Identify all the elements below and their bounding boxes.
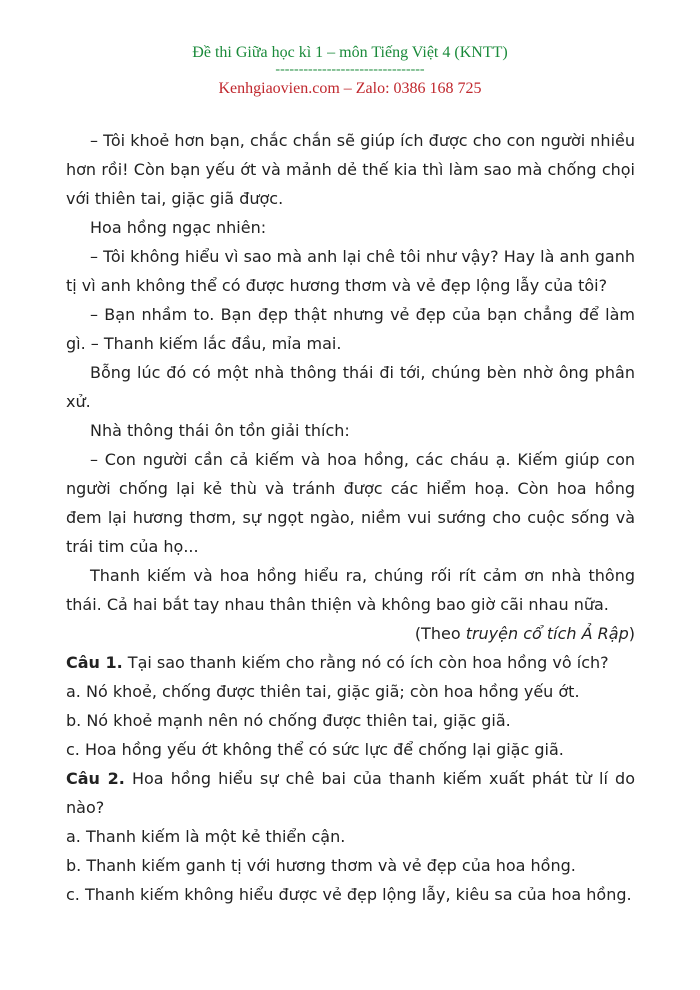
story-paragraph: – Tôi khoẻ hơn bạn, chắc chắn sẽ giúp ích được cho con người nhiều hơn rồi! Còn bạn yếu ớt và mảnh dẻ thế kia thì làm sao mà chống chọi với thiên tai, giặc giã được. bbox=[66, 131, 635, 208]
question-label: Câu 1. bbox=[66, 653, 123, 672]
header-contact: Kenhgiaovien.com – Zalo: 0386 168 725 bbox=[218, 80, 482, 97]
question-2 bbox=[66, 764, 635, 822]
question-label: Câu 2. bbox=[66, 769, 125, 788]
page-header-title: Đề thi Giữa học kì 1 – môn Tiếng Việt 4 (KNTT) bbox=[192, 44, 508, 61]
story-paragraph: Hoa hồng ngạc nhiên: bbox=[90, 218, 267, 237]
answer-option: b. Nó khoẻ mạnh nên nó chống được thiên tai, giặc giã. bbox=[66, 711, 511, 730]
answer-option: c. Thanh kiếm không hiểu được vẻ đẹp lộng lẫy, kiêu sa của hoa hồng. bbox=[66, 885, 632, 904]
question-text: Tại sao thanh kiếm cho rằng nó có ích còn hoa hồng vô ích? bbox=[122, 653, 609, 672]
source-title: truyện cổ tích Ả Rập bbox=[465, 624, 629, 643]
story-paragraph: Nhà thông thái ôn tồn giải thích: bbox=[90, 421, 350, 440]
story-paragraph: Bỗng lúc đó có một nhà thông thái đi tới, chúng bèn nhờ ông phân xử. bbox=[66, 363, 635, 411]
source-close: ) bbox=[628, 624, 635, 643]
answer-option: a. Nó khoẻ, chống được thiên tai, giặc giã; còn hoa hồng yếu ớt. bbox=[66, 682, 580, 701]
answer-option: a. Thanh kiếm là một kẻ thiển cận. bbox=[66, 827, 346, 846]
story-paragraph: – Tôi không hiểu vì sao mà anh lại chê tôi như vậy? Hay là anh ganh tị vì anh không thể có được hương thơm và vẻ đẹp lộng lẫy của tôi? bbox=[66, 247, 635, 295]
question-text: Hoa hồng hiểu sự chê bai của thanh kiếm xuất phát từ lí do nào? bbox=[66, 769, 636, 817]
question-1 bbox=[66, 648, 635, 677]
story-paragraph: – Bạn nhầm to. Bạn đẹp thật nhưng vẻ đẹp của bạn chẳng để làm gì. – Thanh kiếm lắc đầu, mỉa mai. bbox=[66, 305, 635, 353]
story-paragraph: – Con người cần cả kiếm và hoa hồng, các cháu ạ. Kiếm giúp con người chống lại kẻ thù và tránh được các hiểm hoạ. Còn hoa hồng đem lại hương thơm, sự ngọt ngào, niềm vui sướng cho cuộc sống và trái tim của họ... bbox=[66, 450, 635, 556]
story-paragraph: Thanh kiếm và hoa hồng hiểu ra, chúng rối rít cảm ơn nhà thông thái. Cả hai bắt tay nhau thân thiện và không bao giờ cãi nhau nữa. bbox=[66, 566, 635, 614]
source-open: (Theo bbox=[414, 624, 466, 643]
answer-option: c. Hoa hồng yếu ớt không thể có sức lực để chống lại giặc giã. bbox=[66, 740, 564, 759]
answer-option: b. Thanh kiếm ganh tị với hương thơm và vẻ đẹp của hoa hồng. bbox=[66, 856, 576, 875]
story-source bbox=[66, 619, 635, 648]
header-divider: -------------------------------- bbox=[275, 62, 425, 77]
document-body bbox=[66, 126, 635, 909]
